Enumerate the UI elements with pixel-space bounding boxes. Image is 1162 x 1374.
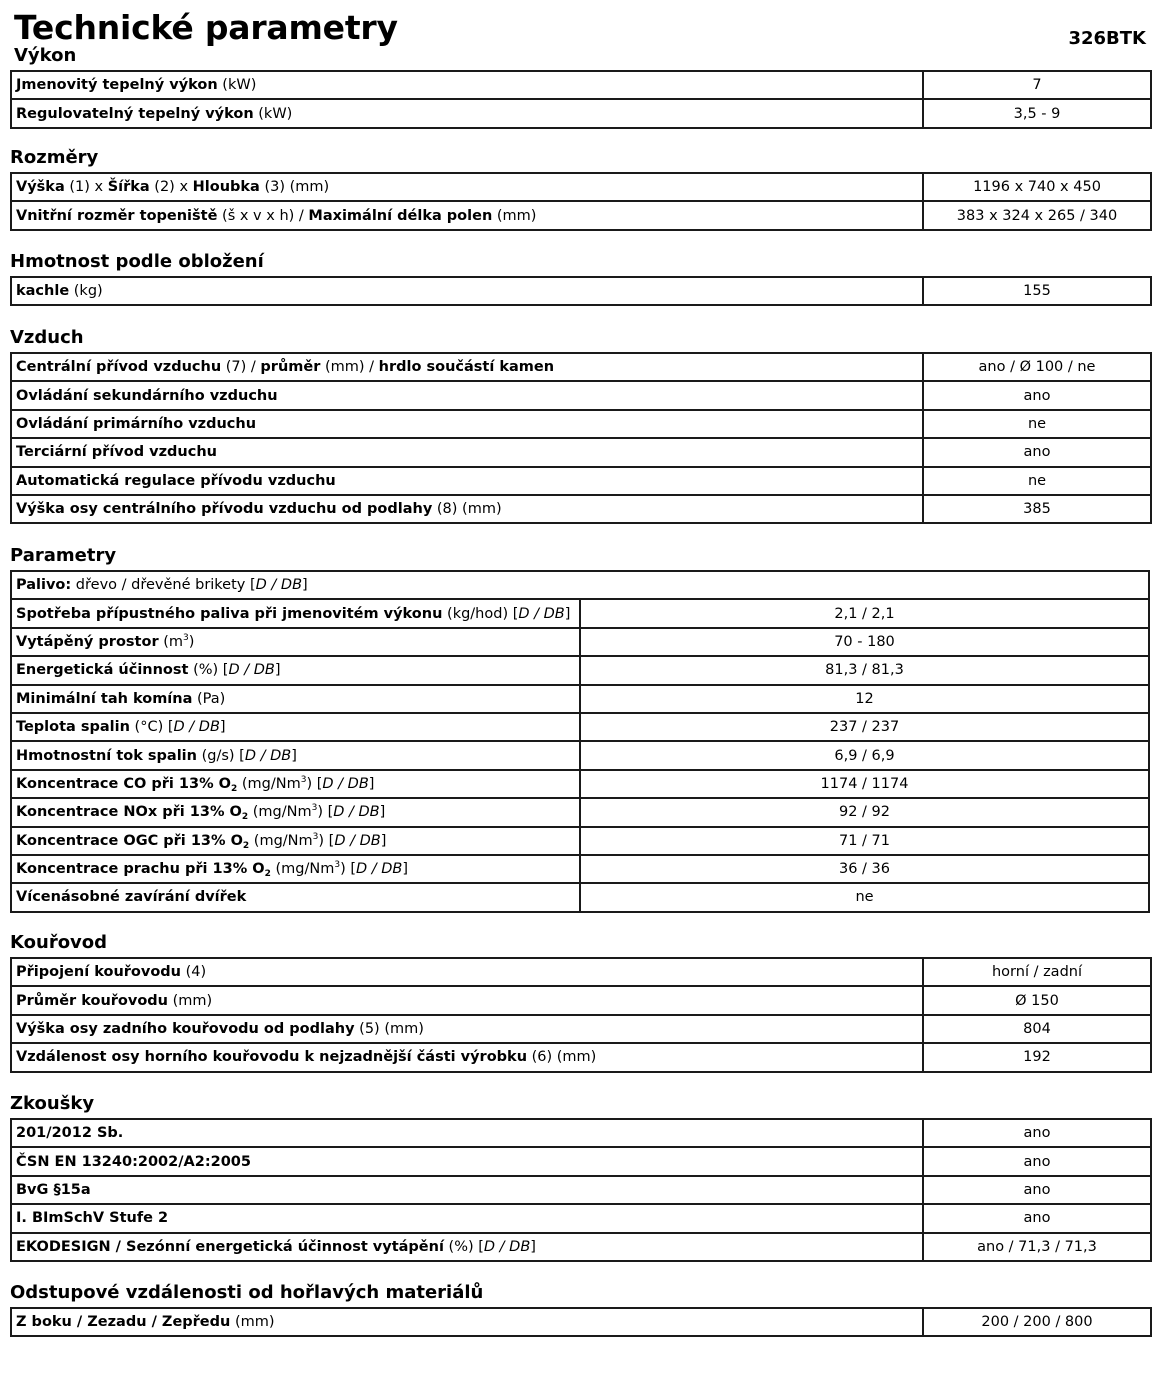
table-row	[11, 1233, 1151, 1261]
label-segment: (kg/hod) [	[442, 605, 519, 622]
section-title: Výkon	[14, 45, 77, 66]
label-segment: Automatická regulace přívodu vzduchu	[16, 472, 336, 489]
label-segment: D / DB	[244, 747, 292, 764]
label-segment: D / DB	[483, 1238, 531, 1255]
label-segment: Výška osy zadního kouřovodu od podlahy	[16, 1020, 355, 1037]
parameter-value: 6,9 / 6,9	[580, 741, 1149, 769]
parameter-label	[11, 1176, 923, 1204]
label-segment: Koncentrace OGC při 13% O	[16, 832, 243, 849]
label-segment: (°C) [	[129, 719, 174, 736]
table-row	[11, 1176, 1151, 1204]
label-segment: Hloubka	[192, 179, 260, 196]
parameter-value: 12	[580, 685, 1149, 713]
model-code: 326BTK	[1068, 28, 1146, 49]
table-row	[11, 410, 1151, 438]
label-segment: (mm) /	[320, 359, 379, 376]
table-row	[11, 685, 1149, 713]
label-segment: ]	[380, 832, 387, 849]
label-segment: kachle	[16, 283, 70, 300]
table-row	[11, 1015, 1151, 1043]
label-segment: Výška	[16, 179, 65, 196]
label-segment: (mg/Nm	[237, 775, 301, 792]
parameter-label	[11, 410, 923, 438]
label-segment: (mm)	[168, 992, 213, 1009]
parameter-label	[11, 381, 923, 409]
label-segment: ČSN EN 13240:2002/A2:2005	[16, 1153, 251, 1170]
parameter-label	[11, 1119, 923, 1147]
label-segment: (š x v x h) /	[217, 207, 309, 224]
label-segment: Energetická účinnost	[16, 662, 189, 679]
parameter-label	[11, 1015, 923, 1043]
section-title: Odstupové vzdálenosti od hořlavých materiálů	[10, 1282, 484, 1303]
label-segment: Šířka	[107, 179, 150, 196]
table-row	[11, 1308, 1151, 1336]
section-title: Parametry	[10, 545, 117, 566]
label-segment: ]	[219, 719, 226, 736]
label-segment: 2	[264, 869, 271, 880]
label-segment: (m	[158, 633, 183, 650]
spec-table	[10, 70, 1152, 129]
label-segment: ]	[402, 861, 409, 878]
label-segment: D / DB	[356, 861, 403, 878]
parameter-value: ano	[923, 1176, 1151, 1204]
label-segment: 3	[311, 803, 318, 814]
label-segment: Vícenásobné zavírání dvířek	[16, 889, 247, 906]
label-segment: Vzdálenost osy horního kouřovodu k nejzadnější části výrobku	[16, 1049, 528, 1066]
parameter-label	[11, 467, 923, 495]
label-segment: Koncentrace NOx při 13% O	[16, 804, 242, 821]
label-segment: (5) (mm)	[354, 1020, 424, 1037]
label-segment: Terciární přívod vzduchu	[16, 444, 217, 461]
parameter-value: 237 / 237	[580, 713, 1149, 741]
label-segment: D / DB	[518, 605, 565, 622]
parameter-value: ano	[923, 381, 1151, 409]
parameter-label	[11, 958, 923, 986]
spec-table	[10, 957, 1152, 1073]
spec-table	[10, 276, 1152, 306]
label-segment: ]	[291, 747, 297, 764]
table-row	[11, 628, 1149, 656]
section-1	[10, 146, 1150, 231]
parameter-label	[11, 1308, 923, 1336]
parameter-value: ne	[923, 467, 1151, 495]
parameter-label	[11, 353, 923, 381]
parameter-value: horní / zadní	[923, 958, 1151, 986]
parameter-value: 3,5 - 9	[923, 99, 1151, 127]
parameter-label	[11, 495, 923, 523]
section-4	[10, 544, 1150, 913]
table-row	[11, 656, 1149, 684]
parameter-value: ano / 71,3 / 71,3	[923, 1233, 1151, 1261]
label-segment: Ovládání sekundárního vzduchu	[16, 387, 278, 404]
parameter-label	[11, 827, 580, 855]
label-segment: Spotřeba přípustného paliva při jmenovitém výkonu	[16, 605, 443, 622]
parameter-label	[11, 1147, 923, 1175]
label-segment: ]	[302, 577, 308, 594]
parameter-label	[11, 986, 923, 1014]
table-row	[11, 495, 1151, 523]
section-title: Kouřovod	[10, 932, 108, 953]
parameter-value: ne	[580, 883, 1149, 911]
parameter-label	[11, 201, 923, 229]
label-segment: (3) (mm)	[259, 179, 330, 196]
section-2	[10, 250, 1150, 306]
table-row	[11, 173, 1151, 201]
label-segment: 201/2012 Sb.	[16, 1125, 124, 1142]
parameter-label	[11, 656, 580, 684]
label-segment: Palivo:	[16, 577, 72, 594]
section-5	[10, 931, 1150, 1073]
label-segment: 3	[183, 632, 189, 643]
parameter-label	[11, 438, 923, 466]
table-row	[11, 353, 1151, 381]
label-segment: (7) /	[221, 359, 261, 376]
label-segment: (g/s) [	[196, 747, 245, 764]
parameter-value: 383 x 324 x 265 / 340	[923, 201, 1151, 229]
parameter-value: 92 / 92	[580, 798, 1149, 826]
table-row	[11, 1043, 1151, 1071]
label-segment: Hmotnostní tok spalin	[16, 747, 197, 764]
parameter-label	[11, 71, 923, 99]
label-segment: Teplota spalin	[16, 719, 130, 736]
parameter-value: 1196 x 740 x 450	[923, 173, 1151, 201]
spec-table	[10, 1307, 1152, 1337]
label-segment: Ovládání primárního vzduchu	[16, 415, 257, 432]
parameter-label	[11, 1233, 923, 1261]
label-segment: Vytápěný prostor	[16, 633, 159, 650]
table-row	[11, 571, 1149, 599]
table-row	[11, 599, 1149, 627]
label-segment: 3	[300, 774, 307, 785]
parameter-value: ano	[923, 1204, 1151, 1232]
parameter-label	[11, 599, 580, 627]
label-segment: Regulovatelný tepelný výkon	[16, 105, 254, 122]
section-title: Zkoušky	[10, 1093, 95, 1114]
spec-table	[10, 1118, 1152, 1262]
label-segment: ]	[368, 775, 375, 792]
label-segment: Výška osy centrálního přívodu vzduchu od podlahy	[16, 501, 433, 518]
section-title: Vzduch	[10, 327, 84, 348]
parameter-value: ano	[923, 1119, 1151, 1147]
label-segment: (mm)	[492, 207, 537, 224]
table-row	[11, 986, 1151, 1014]
table-row	[11, 1119, 1151, 1147]
label-segment: (%) [	[188, 662, 229, 679]
table-row	[11, 798, 1149, 826]
label-segment: (1) x	[64, 179, 108, 196]
label-segment: hrdlo součástí kamen	[378, 359, 555, 376]
label-segment: průměr	[260, 359, 321, 376]
label-segment: Koncentrace CO při 13% O	[16, 775, 232, 792]
label-segment: ]	[530, 1238, 536, 1255]
label-segment: (6) (mm)	[527, 1049, 597, 1066]
section-3	[10, 326, 1150, 524]
parameter-label	[11, 855, 580, 883]
parameter-label	[11, 798, 580, 826]
label-segment: Připojení kouřovodu	[16, 964, 182, 981]
label-segment: (kW)	[253, 105, 293, 122]
table-row	[11, 467, 1151, 495]
label-segment: D / DB	[333, 804, 380, 821]
section-title: Hmotnost podle obložení	[10, 251, 264, 272]
parameter-value: 1174 / 1174	[580, 770, 1149, 798]
parameter-value: 36 / 36	[580, 855, 1149, 883]
label-segment: 2	[242, 840, 250, 851]
section-6	[10, 1092, 1150, 1262]
parameter-label	[11, 713, 580, 741]
label-segment: 2	[231, 783, 238, 794]
label-segment: 3	[312, 831, 319, 842]
page-title: Technické parametry	[14, 8, 398, 47]
label-segment: 3	[334, 860, 341, 871]
parameter-label	[11, 571, 1149, 599]
label-segment: (mg/Nm	[249, 832, 313, 849]
parameter-value: 804	[923, 1015, 1151, 1043]
label-segment: Průměr kouřovodu	[16, 992, 169, 1009]
parameter-label	[11, 883, 580, 911]
label-segment: Minimální tah komína	[16, 690, 193, 707]
label-segment: Jmenovitý tepelný výkon	[16, 77, 218, 94]
parameter-value: 385	[923, 495, 1151, 523]
label-segment: ) [	[306, 775, 323, 792]
parameter-value: 7	[923, 71, 1151, 99]
table-row	[11, 277, 1151, 305]
parameter-label	[11, 1043, 923, 1071]
section-0	[10, 44, 1150, 129]
label-segment: (4)	[181, 964, 207, 981]
parameter-label	[11, 628, 580, 656]
parameter-value: 2,1 / 2,1	[580, 599, 1149, 627]
label-segment: ]	[379, 804, 386, 821]
label-segment: D / DB	[228, 662, 275, 679]
table-row	[11, 883, 1149, 911]
table-row	[11, 1204, 1151, 1232]
label-segment: I. BImSchV Stufe 2	[16, 1210, 169, 1227]
parameter-value: 70 - 180	[580, 628, 1149, 656]
parameter-value: 200 / 200 / 800	[923, 1308, 1151, 1336]
table-row	[11, 71, 1151, 99]
label-segment: (mm)	[230, 1314, 275, 1331]
spec-table	[10, 570, 1150, 913]
label-segment: (kW)	[217, 77, 257, 94]
label-segment: Maximální délka polen	[308, 207, 493, 224]
label-segment: 2	[241, 812, 249, 823]
parameter-value: ano	[923, 438, 1151, 466]
section-title: Rozměry	[10, 147, 99, 168]
parameter-value: 155	[923, 277, 1151, 305]
parameter-value: Ø 150	[923, 986, 1151, 1014]
label-segment: (2) x	[149, 179, 193, 196]
parameter-label	[11, 173, 923, 201]
parameter-value: ano / Ø 100 / ne	[923, 353, 1151, 381]
label-segment: Vnitřní rozměr topeniště	[16, 207, 218, 224]
parameter-label	[11, 277, 923, 305]
label-segment: ) [	[340, 861, 356, 878]
label-segment: (mg/Nm	[248, 804, 312, 821]
table-row	[11, 381, 1151, 409]
table-row	[11, 958, 1151, 986]
label-segment: D / DB	[322, 775, 369, 792]
label-segment: ]	[274, 662, 281, 679]
spec-table	[10, 172, 1152, 231]
label-segment: ]	[564, 605, 571, 622]
parameter-label	[11, 770, 580, 798]
table-row	[11, 855, 1149, 883]
label-segment: D / DB	[255, 577, 303, 594]
table-row	[11, 99, 1151, 127]
parameter-label	[11, 99, 923, 127]
table-row	[11, 438, 1151, 466]
table-row	[11, 1147, 1151, 1175]
label-segment: Z boku / Zezadu / Zepředu	[16, 1314, 231, 1331]
label-segment: )	[188, 633, 195, 650]
label-segment: dřevo / dřevěné brikety [	[71, 577, 256, 594]
parameter-label	[11, 741, 580, 769]
label-segment: (%) [	[443, 1238, 484, 1255]
label-segment: (mg/Nm	[270, 861, 335, 878]
table-row	[11, 713, 1149, 741]
parameter-label	[11, 685, 580, 713]
parameter-value: ano	[923, 1147, 1151, 1175]
label-segment: ) [	[318, 832, 335, 849]
label-segment: Centrální přívod vzduchu	[16, 359, 222, 376]
table-row	[11, 201, 1151, 229]
label-segment: (8) (mm)	[432, 501, 502, 518]
table-row	[11, 741, 1149, 769]
label-segment: D / DB	[334, 832, 381, 849]
label-segment: ) [	[317, 804, 334, 821]
label-segment: (kg)	[69, 283, 103, 300]
label-segment: Koncentrace prachu při 13% O	[16, 861, 265, 878]
parameter-value: ne	[923, 410, 1151, 438]
label-segment: D / DB	[173, 719, 220, 736]
parameter-value: 192	[923, 1043, 1151, 1071]
table-row	[11, 770, 1149, 798]
parameter-value: 81,3 / 81,3	[580, 656, 1149, 684]
table-row	[11, 827, 1149, 855]
label-segment: BvG §15a	[16, 1181, 91, 1198]
parameter-label	[11, 1204, 923, 1232]
label-segment: (Pa)	[192, 690, 226, 707]
section-7	[10, 1281, 1150, 1337]
spec-table	[10, 352, 1152, 524]
parameter-value: 71 / 71	[580, 827, 1149, 855]
label-segment: EKODESIGN / Sezónní energetická účinnost vytápění	[16, 1238, 444, 1255]
